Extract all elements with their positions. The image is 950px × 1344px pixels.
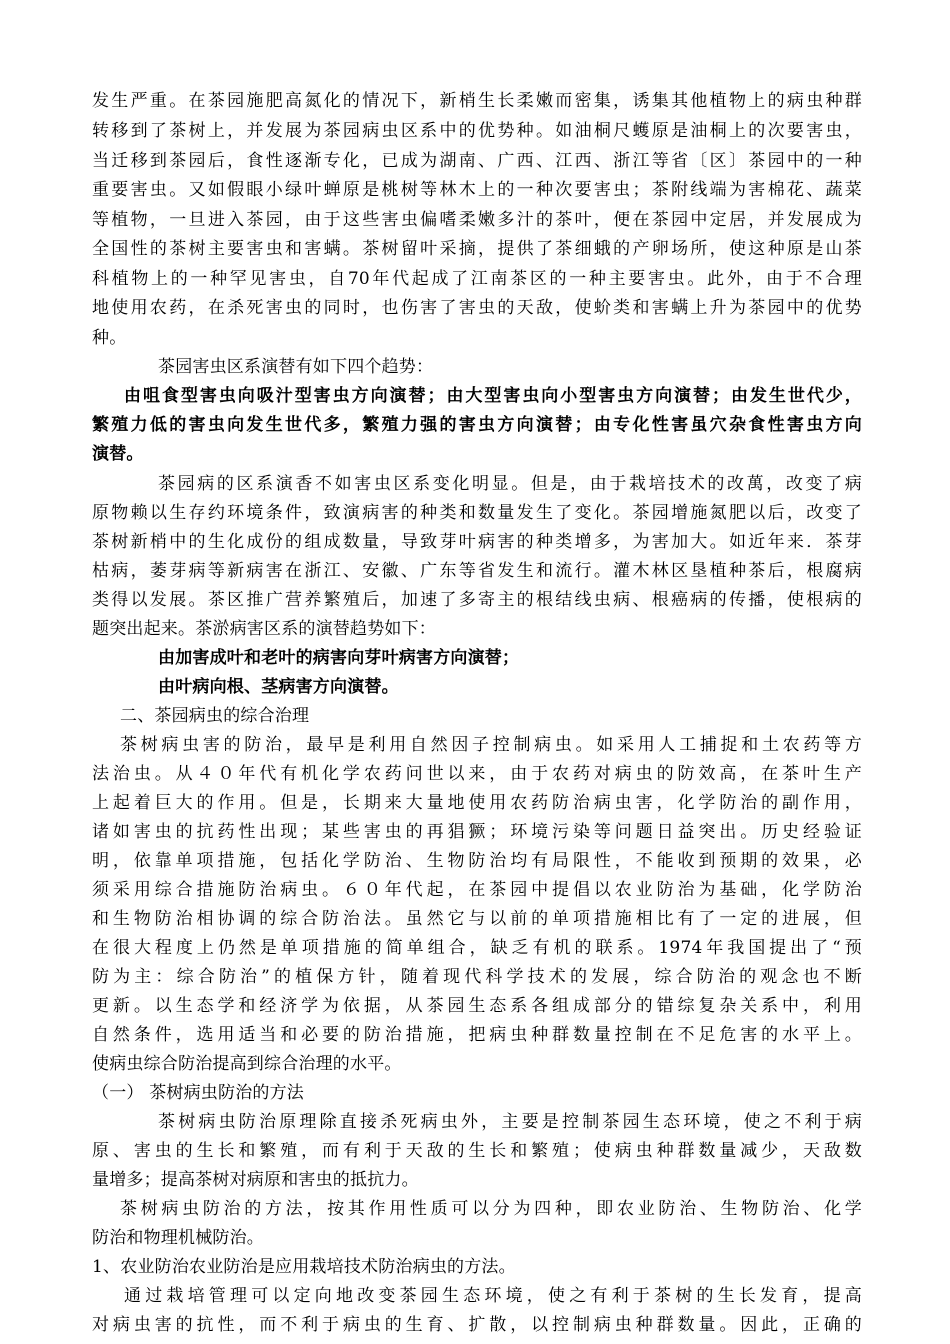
text-line: 使病虫综合防治提高到综合治理的水平。 [92, 1054, 402, 1074]
text-line: 防为主：综合防治”的植保方针，随着现代科学技术的发展，综合防治的观念也不断 [92, 967, 862, 987]
text-line: 当迁移到茶园后，食性逐渐专化，已成为湖南、广西、江西、浙江等省〔区〕茶园中的一种 [92, 151, 862, 171]
text-line: 茶园病的区系演香不如害虫区系变化明显。但是，由于栽培技术的改萬，改变了病 [158, 474, 862, 494]
text-line: 等植物，一旦进入茶园，由于这些害虫偏嗜柔嫩多汁的茶叶，便在茶园中定居，并发展成为 [92, 210, 862, 230]
bold-text-line: 繁殖力低的害虫向发生世代多，繁殖力强的害虫方向演替；由专化性害虽穴杂食性害虫方向 [92, 415, 862, 435]
text-line: 枯病，萎芽病等新病害在浙江、安徽、广东等省发生和流行。灌木林区垦植种茶后，根腐病 [92, 561, 862, 581]
text-line: 须采用综合措施防治病虫。６０年代起，在茶园中提倡以农业防治为基础，化学防治 [92, 880, 862, 900]
text-line: 原、害虫的生长和繁殖，而有利于天敌的生长和繁殖；使病虫种群数量减少，天敌数 [92, 1141, 862, 1161]
bold-text-line: 由咀食型害虫向吸汁型害虫方向演替；由大型害虫向小型害虫方向演替；由发生世代少， [124, 386, 862, 406]
section-heading: 二、茶园病虫的综合治理 [120, 706, 310, 726]
text-line: 在很大程度上仍然是单项措施的简单组合，缺乏有机的联系。1974年我国提出了“预 [92, 938, 862, 958]
text-line: 量增多；提高茶树对病原和害虫的抵抗力。 [92, 1170, 419, 1190]
text-line: 茶园害虫区系演替有如下四个趋势： [158, 357, 434, 377]
method-heading: 1、农业防治农业防治是应用栽培技术防治病虫的方法。 [92, 1257, 516, 1277]
text-line: 防治和物理机械防治。 [92, 1228, 264, 1248]
bold-text-line: 演替。 [92, 444, 144, 464]
text-line: 诸如害虫的抗药性出现；某些害虫的再猖獗；环境污染等问题日益突出。历史经验证 [92, 822, 862, 842]
text-line: 通过栽培管理可以定向地改变茶园生态环境，使之有利于茶树的生长发育，提高 [124, 1286, 862, 1306]
text-line: 茶树新梢中的生化成份的组成数量，导致芽叶病害的种类增多，为害加大。如近年来．茶芽 [92, 532, 862, 552]
text-line: 科植物上的一种罕见害虫，自70年代起成了江南茶区的一种主要害虫。此外，由于不合理 [92, 269, 862, 289]
bold-text-line: 由叶病向根、茎病害方向演替。 [158, 677, 399, 697]
text-line: 对病虫害的抗性，而不利于病虫的生育、扩散，以控制病虫种群数量。因此，正确的 [92, 1315, 862, 1335]
text-line: 茶树病虫防治原理除直接杀死病虫外，主要是控制茶园生态环境，使之不利于病 [158, 1112, 862, 1132]
text-line: 茶树病虫害的防治，最早是利用自然因子控制病虫。如采用人工捕捉和土农药等方 [120, 735, 862, 755]
text-line: 上起着巨大的作用。但是，长期来大量地使用农药防治病虫害，化学防治的副作用， [92, 793, 862, 813]
text-line: 和生物防治相协调的综合防治法。虽然它与以前的单项措施相比有了一定的进展，但 [92, 909, 862, 929]
text-line: 茶树病虫防治的方法，按其作用性质可以分为四种，即农业防治、生物防治、化学 [120, 1199, 862, 1219]
subsection-heading: （一） 茶树病虫防治的方法 [92, 1083, 305, 1103]
text-line: 重要害虫。又如假眼小绿叶蝉原是桃树等林木上的一种次要害虫；茶附线端为害棉花、蔬菜 [92, 180, 862, 200]
text-line: 全国性的茶树主要害虫和害螨。茶树留叶采摘，提供了茶细蛾的产卵场所，使这种原是山茶 [92, 239, 862, 259]
text-line: 地使用农药，在杀死害虫的同时，也伤害了害虫的天敌，使蚧类和害螨上升为茶园中的优势 [92, 298, 862, 318]
text-line: 类得以发展。茶区推广营养繁殖后，加速了多寄主的根结线虫病、根癌病的传播，使根病的 [92, 590, 862, 610]
text-line: 发生严重。在茶园施肥高氮化的情况下，新梢生长柔嫩而密集，诱集其他植物上的病虫种群 [92, 91, 862, 111]
text-line: 明，依靠单项措施，包括化学防治、生物防治均有局限性，不能收到预期的效果，必 [92, 851, 862, 871]
text-line: 种。 [92, 328, 127, 348]
text-line: 法治虫。从４０年代有机化学农药问世以来，由于农药对病虫的防效高，在茶叶生产 [92, 764, 862, 784]
text-line: 原物赖以生存约环境条件，致演病害的种类和数量发生了变化。茶园增施氮肥以后，改变了 [92, 503, 862, 523]
bold-text-line: 由加害成叶和老叶的病害向芽叶病害方向演替； [158, 648, 520, 668]
text-line: 转移到了茶树上，并发展为茶园病虫区系中的优势种。如油桐尺蠖原是油桐上的次要害虫， [92, 121, 862, 141]
text-line: 更新。以生态学和经济学为依据，从茶园生态系各组成部分的错综复杂关系中，利用 [92, 996, 862, 1016]
text-line: 题突出起来。茶淤病害区系的演替趋势如下： [92, 619, 436, 639]
text-line: 自然条件，选用适当和必要的防治措施，把病虫种群数量控制在不足危害的水平上。 [92, 1025, 862, 1045]
